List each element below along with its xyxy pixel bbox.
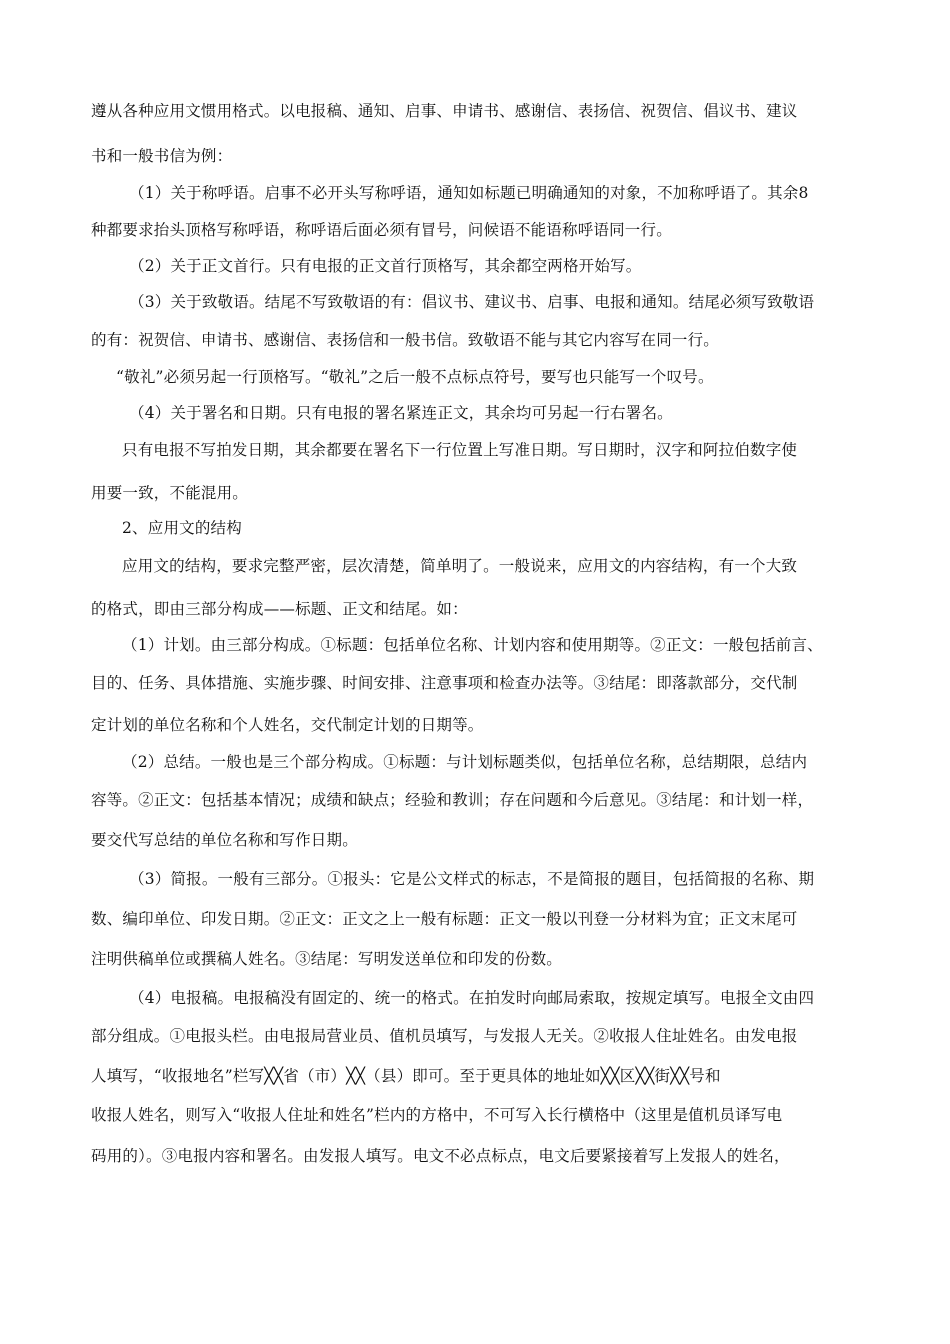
paragraph-line: “敬礼”必须另起一行顶格写。“敬礼”之后一般不点标点符号，要写也只能写一个叹号。 bbox=[116, 368, 714, 386]
paragraph-line: （1）关于称呼语。启事不必开头写称呼语，通知如标题已明确通知的对象，不加称呼语了。其余8 bbox=[129, 184, 809, 202]
section-heading: 2、应用文的结构 bbox=[122, 519, 242, 537]
paragraph-line: 数、编印单位、印发日期。②正文：正文之上一般有标题：正文一般以刊登一分材料为宜；正文末尾可 bbox=[91, 910, 798, 928]
paragraph-line: 注明供稿单位或撰稿人姓名。③结尾：写明发送单位和印发的份数。 bbox=[91, 950, 563, 968]
paragraph-line: （3）关于致敬语。结尾不写致敬语的有：倡议书、建议书、启事、电报和通知。结尾必须写致敬语 bbox=[129, 293, 815, 311]
paragraph-line: 的有：祝贺信、申请书、感谢信、表扬信和一般书信。致敬语不能与其它内容写在同一行。 bbox=[91, 331, 720, 349]
paragraph-line: 种都要求抬头顶格写称呼语，称呼语后面必须有冒号，问候语不能语称呼语同一行。 bbox=[91, 221, 672, 239]
paragraph-line: 只有电报不写拍发日期，其余都要在署名下一行位置上写准日期。写日期时，汉字和阿拉伯数字使 bbox=[122, 441, 798, 459]
paragraph-line: （4）电报稿。电报稿没有固定的、统一的格式。在拍发时向邮局索取，按规定填写。电报全文由四 bbox=[129, 989, 815, 1007]
paragraph-line: 目的、任务、具体措施、实施步骤、时间安排、注意事项和检查办法等。③结尾：即落款部分，交代制 bbox=[91, 674, 798, 692]
paragraph-line: 的格式，即由三部分构成——标题、正文和结尾。如： bbox=[91, 600, 468, 618]
paragraph-line: （3）简报。一般有三部分。①报头：它是公文样式的标志，不是简报的题目，包括简报的名称、期 bbox=[129, 870, 815, 888]
paragraph-line: （2）总结。一般也是三个部分构成。①标题：与计划标题类似，包括单位名称，总结期限，总结内 bbox=[122, 753, 808, 771]
paragraph-line: 定计划的单位名称和个人姓名，交代制定计划的日期等。 bbox=[91, 716, 484, 734]
paragraph-line: 容等。②正文：包括基本情况；成绩和缺点；经验和教训；存在问题和今后意见。③结尾：和计划一样， bbox=[91, 791, 814, 809]
paragraph-line: 书和一般书信为例： bbox=[91, 147, 233, 165]
paragraph-line: 用要一致，不能混用。 bbox=[91, 484, 249, 502]
paragraph-line: 人填写，“收报地名”栏写╳╳省（市）╳╳（县）即可。至于更具体的地址如╳╳区╳╳街╳╳号和 bbox=[91, 1067, 721, 1085]
paragraph-line: （2）关于正文首行。只有电报的正文首行顶格写，其余都空两格开始写。 bbox=[129, 257, 642, 275]
paragraph-line: 收报人姓名，则写入“收报人住址和姓名”栏内的方格中，不可写入长行横格中（这里是值机员译写电 bbox=[91, 1106, 783, 1124]
paragraph-line: 应用文的结构，要求完整严密，层次清楚，简单明了。一般说来，应用文的内容结构，有一个大致 bbox=[122, 557, 798, 575]
paragraph-line: 遵从各种应用文惯用格式。以电报稿、通知、启事、申请书、感谢信、表扬信、祝贺信、倡议书、建议 bbox=[91, 102, 798, 120]
paragraph-line: （4）关于署名和日期。只有电报的署名紧连正文，其余均可另起一行右署名。 bbox=[129, 404, 673, 422]
paragraph-line: 部分组成。①电报头栏。由电报局营业员、值机员填写，与发报人无关。②收报人住址姓名。由发电报 bbox=[91, 1027, 798, 1045]
paragraph-line: （1）计划。由三部分构成。①标题：包括单位名称、计划内容和使用期等。②正文：一般包括前言、 bbox=[122, 636, 823, 654]
paragraph-line: 码用的）。③电报内容和署名。由发报人填写。电文不必点标点，电文后要紧接着写上发报人的姓名， bbox=[91, 1147, 790, 1165]
paragraph-line: 要交代写总结的单位名称和写作日期。 bbox=[91, 831, 358, 849]
